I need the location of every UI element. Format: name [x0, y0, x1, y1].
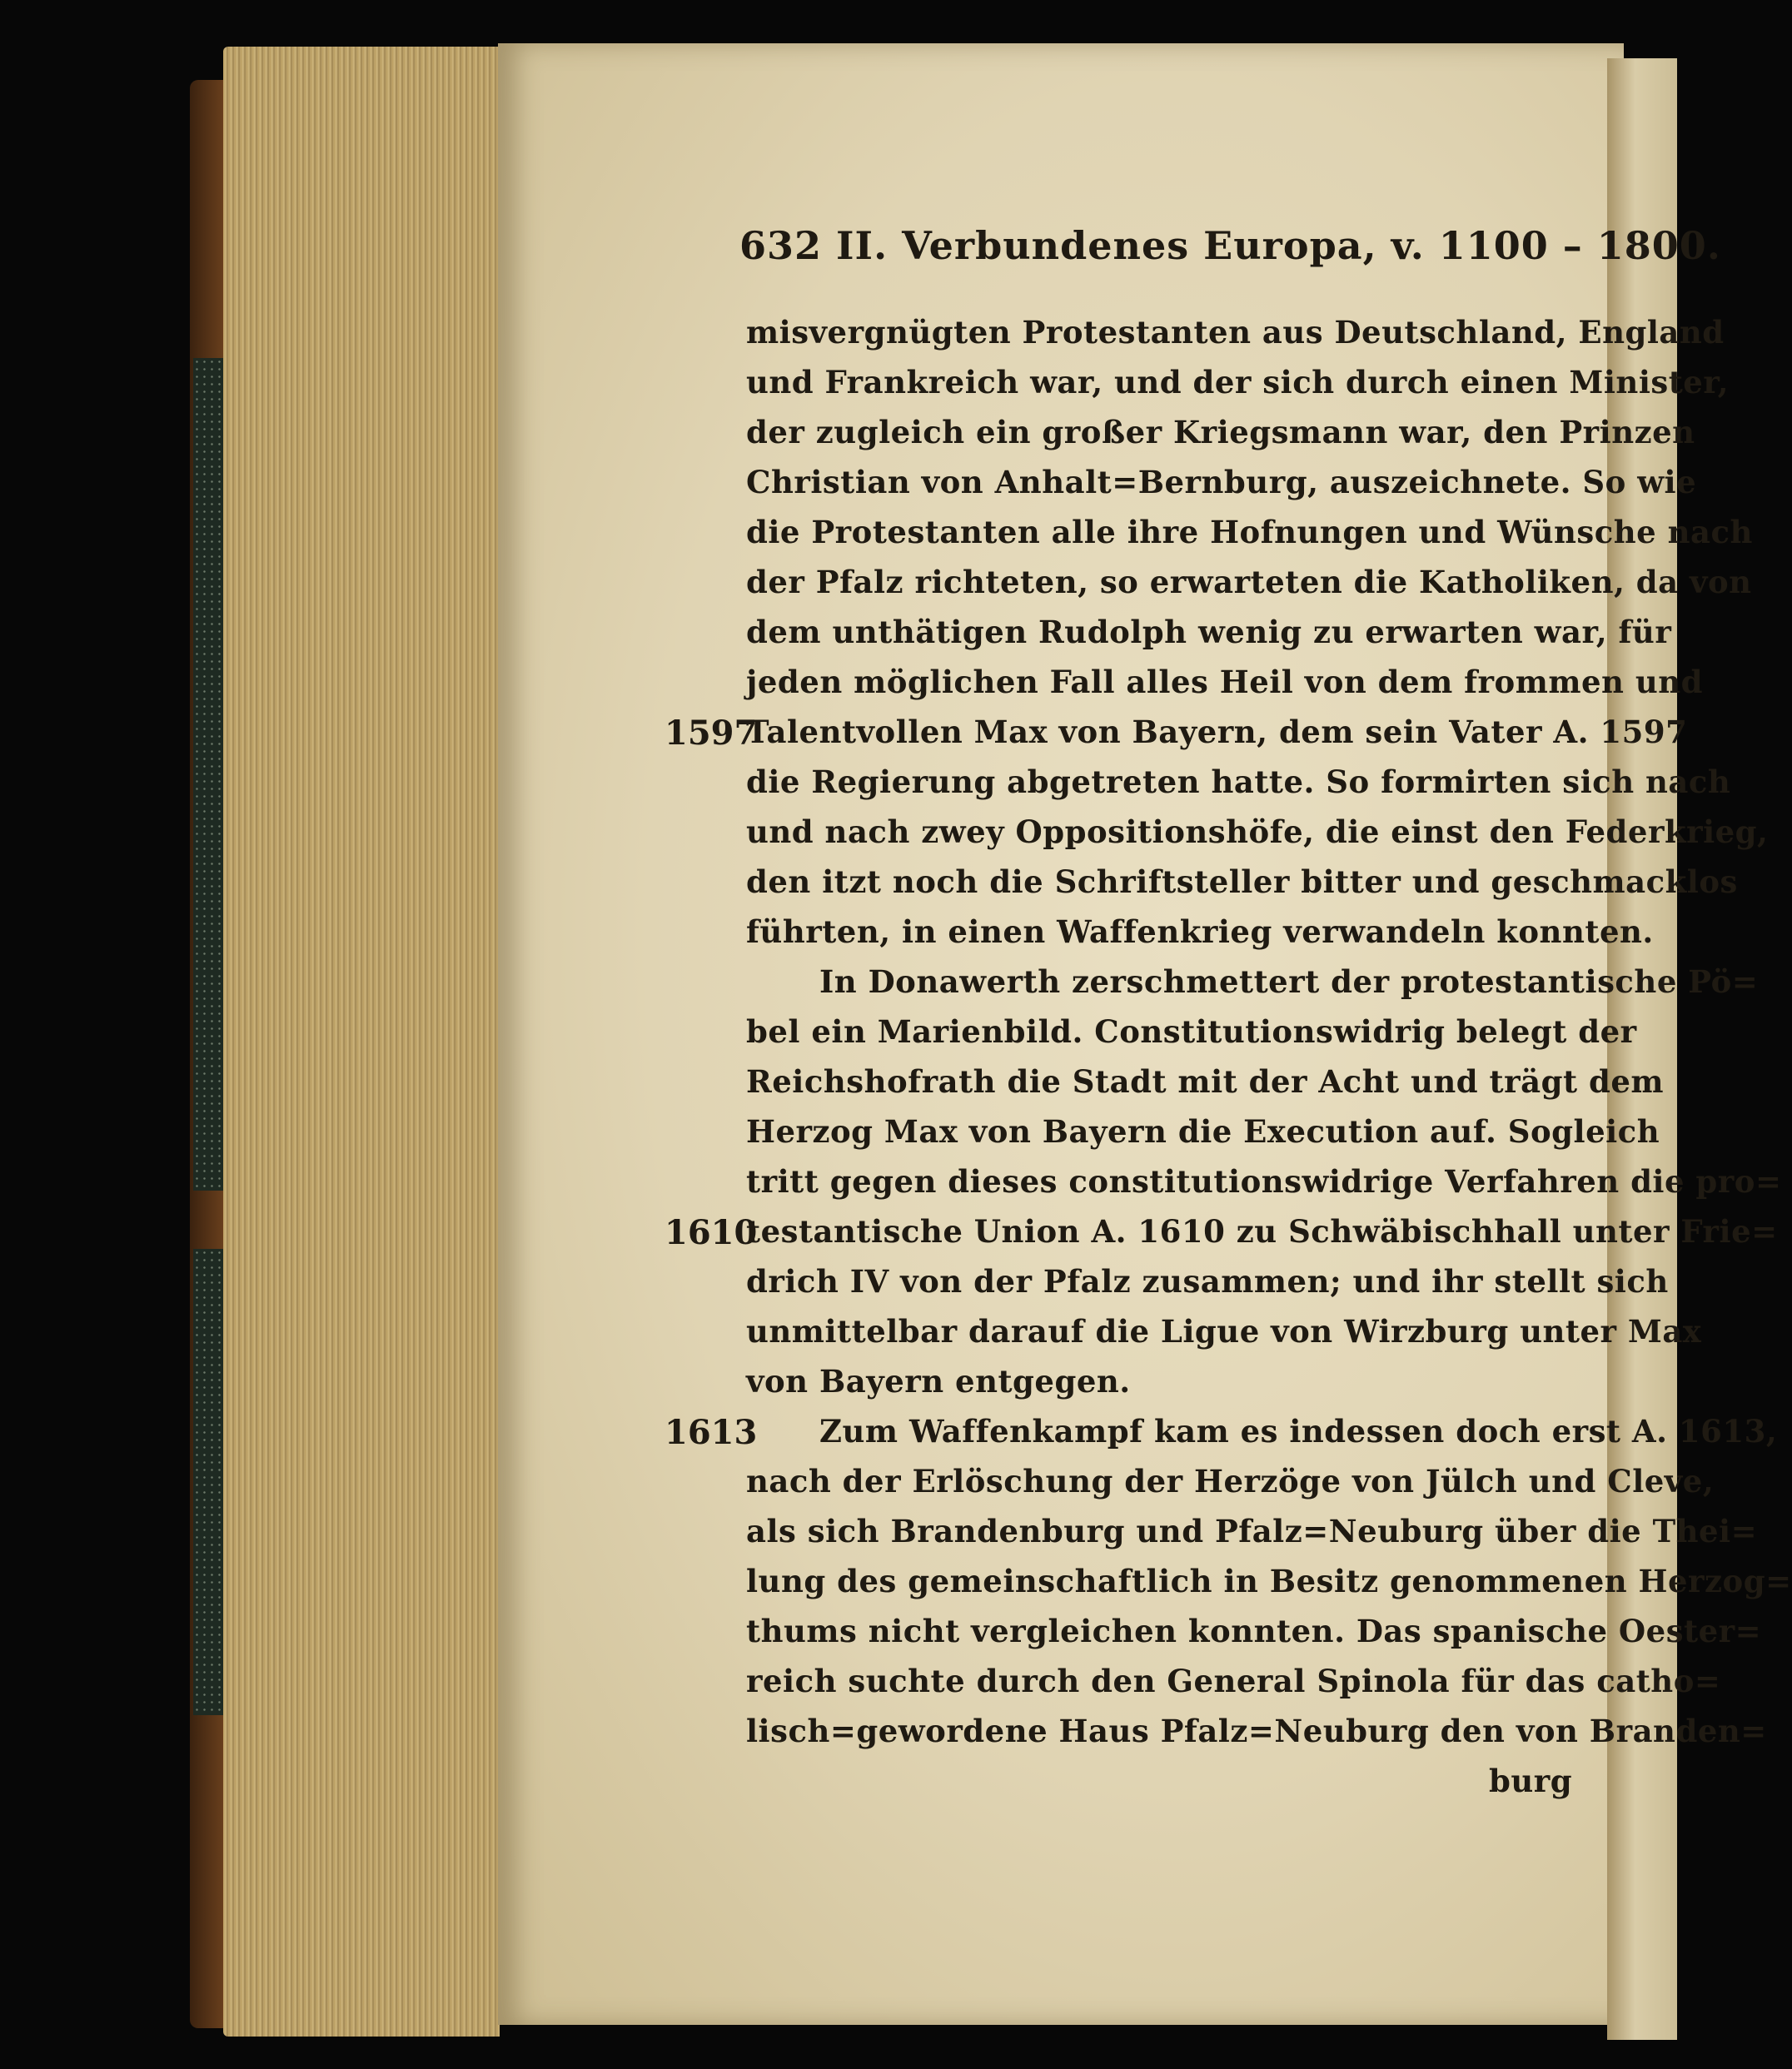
text-line: testantische Union A. 1610 zu Schwäbischhall unter Frie= — [746, 1213, 1778, 1250]
text-line: burg — [1489, 1763, 1573, 1799]
text-line: Christian von Anhalt=Bernburg, auszeichnete. So wie — [746, 464, 1697, 500]
text-line: lisch=gewordene Haus Pfalz=Neuburg den von Branden= — [746, 1713, 1767, 1749]
text-line: misvergnügten Protestanten aus Deutschland, England — [746, 314, 1725, 351]
text-line: Reichshofrath die Stadt mit der Acht und trägt dem — [746, 1063, 1665, 1100]
text-line: und nach zwey Oppositionshöfe, die einst den Federkrieg, — [746, 813, 1769, 850]
text-line: thums nicht vergleichen konnten. Das spanische Oester= — [746, 1613, 1762, 1649]
margin-year-1613: 1613 — [665, 1413, 758, 1452]
text-line: führten, in einen Waffenkrieg verwandeln konnten. — [746, 913, 1654, 950]
text-line: Zum Waffenkampf kam es indessen doch erst A. 1613, — [819, 1413, 1778, 1450]
margin-year-1597: 1597 — [665, 714, 758, 753]
text-line: unmittelbar darauf die Ligue von Wirzburg unter Max — [746, 1313, 1702, 1350]
text-line: nach der Erlöschung der Herzöge von Jülch und Cleve, — [746, 1463, 1715, 1500]
text-line: lung des gemeinschaftlich in Besitz genommenen Herzog= — [746, 1563, 1792, 1599]
text-line: Talentvollen Max von Bayern, dem sein Vater A. 1597 — [746, 714, 1688, 750]
text-line: die Regierung abgetreten hatte. So formirten sich nach — [746, 763, 1731, 800]
page-edges — [223, 47, 500, 2037]
text-line: In Donawerth zerschmettert der protestantische Pö= — [819, 963, 1759, 1000]
text-line: die Protestanten alle ihre Hofnungen und Wünsche nach — [746, 514, 1753, 550]
text-line: den itzt noch die Schriftsteller bitter und geschmacklos — [746, 863, 1738, 900]
text-line: der zugleich ein großer Kriegsmann war, den Prinzen — [746, 414, 1695, 450]
margin-year-1610: 1610 — [665, 1213, 758, 1252]
text-line: bel ein Marienbild. Constitutionswidrig belegt der — [746, 1013, 1637, 1050]
text-line: der Pfalz richteten, so erwarteten die Katholiken, da von — [746, 564, 1752, 600]
text-line: reich suchte durch den General Spinola für das catho= — [746, 1663, 1721, 1699]
text-line: von Bayern entgegen. — [746, 1363, 1131, 1400]
text-line: tritt gegen dieses constitutionswidrige Verfahren die pro= — [746, 1163, 1782, 1200]
text-line: jeden möglichen Fall alles Heil von dem frommen und — [746, 664, 1704, 700]
text-line: Herzog Max von Bayern die Execution auf. Sogleich — [746, 1113, 1660, 1150]
running-header: 632 II. Verbundenes Europa, v. 1100 – 1800. — [739, 223, 1721, 268]
text-line: dem unthätigen Rudolph wenig zu erwarten war, für — [746, 614, 1672, 650]
text-line: als sich Brandenburg und Pfalz=Neuburg über die Thei= — [746, 1513, 1758, 1549]
text-line: drich IV von der Pfalz zusammen; und ihr stellt sich — [746, 1263, 1669, 1300]
text-line: und Frankreich war, und der sich durch einen Minister, — [746, 364, 1730, 400]
